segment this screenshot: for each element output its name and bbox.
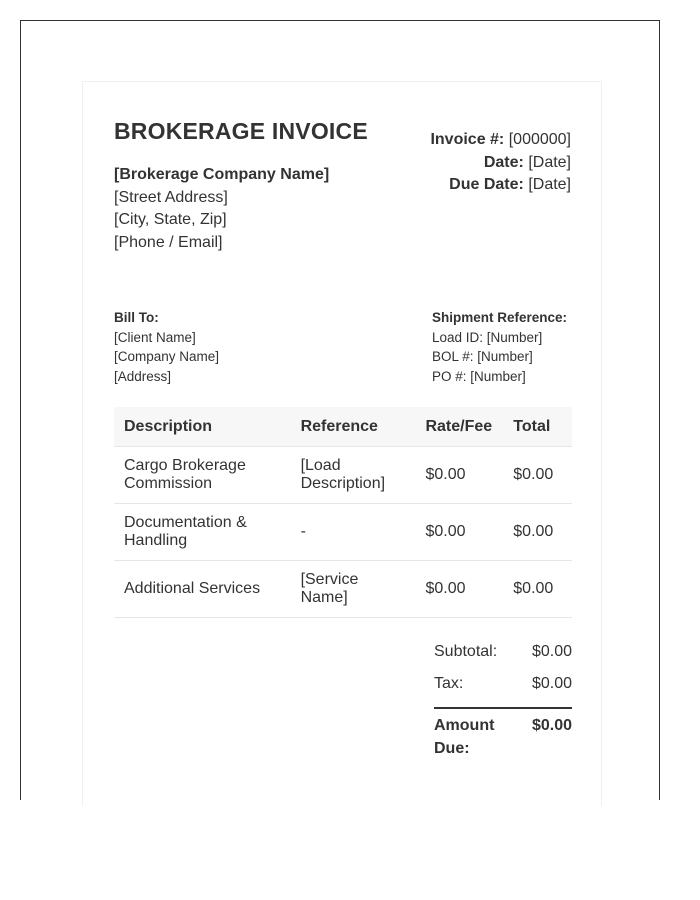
invoice-number-label: Invoice #:	[430, 131, 505, 148]
invoice-number-row	[430, 129, 571, 152]
invoice-title: BROKERAGE INVOICE	[114, 118, 368, 144]
shipment-po: PO #: [Number]	[432, 369, 526, 385]
amount-due-row	[434, 709, 572, 760]
cell-reference: -	[291, 504, 416, 561]
tax-row	[434, 673, 572, 705]
company-contact: [Phone / Email]	[114, 233, 223, 251]
tax-value: $0.00	[531, 675, 572, 692]
cell-reference: [Service Name]	[291, 561, 416, 618]
cell-reference: [Load Description]	[291, 447, 416, 504]
due-date-value: [Date]	[528, 176, 571, 193]
shipment-bol: BOL #: [Number]	[432, 349, 533, 365]
cell-rate: $0.00	[415, 561, 503, 618]
invoice-number-value: [000000]	[508, 131, 571, 148]
tax-label: Tax:	[434, 675, 464, 692]
due-date-row	[430, 174, 571, 197]
column-header-total: Total	[503, 407, 572, 447]
bill-to-block	[114, 308, 219, 387]
shipment-load-id: Load ID: [Number]	[432, 329, 543, 345]
cell-description: Documentation & Handling	[114, 504, 291, 561]
invoice-date-row	[430, 152, 571, 175]
company-info	[114, 164, 329, 254]
cell-description: Additional Services	[114, 561, 291, 618]
cell-rate: $0.00	[415, 504, 503, 561]
column-header-reference: Reference	[291, 407, 416, 447]
company-street: [Street Address]	[114, 188, 228, 206]
shipment-reference-block	[432, 308, 567, 387]
page-frame	[20, 20, 660, 800]
column-header-rate: Rate/Fee	[415, 407, 503, 447]
totals-block	[434, 641, 572, 760]
bill-to-client: [Client Name]	[114, 329, 196, 345]
invoice-date-label: Date:	[483, 153, 524, 171]
table-row	[114, 561, 572, 618]
shipment-reference-title: Shipment Reference:	[432, 310, 568, 325]
subtotal-label: Subtotal:	[434, 643, 498, 660]
company-city: [City, State, Zip]	[114, 211, 227, 228]
subtotal-row	[434, 641, 572, 673]
cell-description: Cargo Brokerage Commission	[114, 447, 291, 504]
company-name: [Brokerage Company Name]	[114, 166, 330, 183]
cell-total: $0.00	[503, 504, 572, 561]
amount-due-value: $0.00	[531, 717, 572, 734]
bill-to-title: Bill To:	[114, 310, 159, 325]
table-row	[114, 504, 572, 561]
cell-total: $0.00	[503, 561, 572, 618]
invoice-date-value: [Date]	[528, 153, 571, 171]
invoice-meta	[430, 129, 571, 197]
bill-to-address: [Address]	[114, 369, 172, 385]
subtotal-value: $0.00	[531, 643, 572, 660]
bill-to-company: [Company Name]	[114, 349, 220, 365]
due-date-label: Due Date:	[449, 176, 524, 193]
line-items-table	[114, 407, 572, 618]
cell-rate: $0.00	[415, 447, 503, 504]
amount-due-label: Amount Due:	[434, 717, 495, 757]
table-header-row	[114, 407, 572, 447]
table-row	[114, 447, 572, 504]
column-header-description: Description	[114, 407, 291, 447]
cell-total: $0.00	[503, 447, 572, 504]
invoice-document	[82, 81, 602, 806]
